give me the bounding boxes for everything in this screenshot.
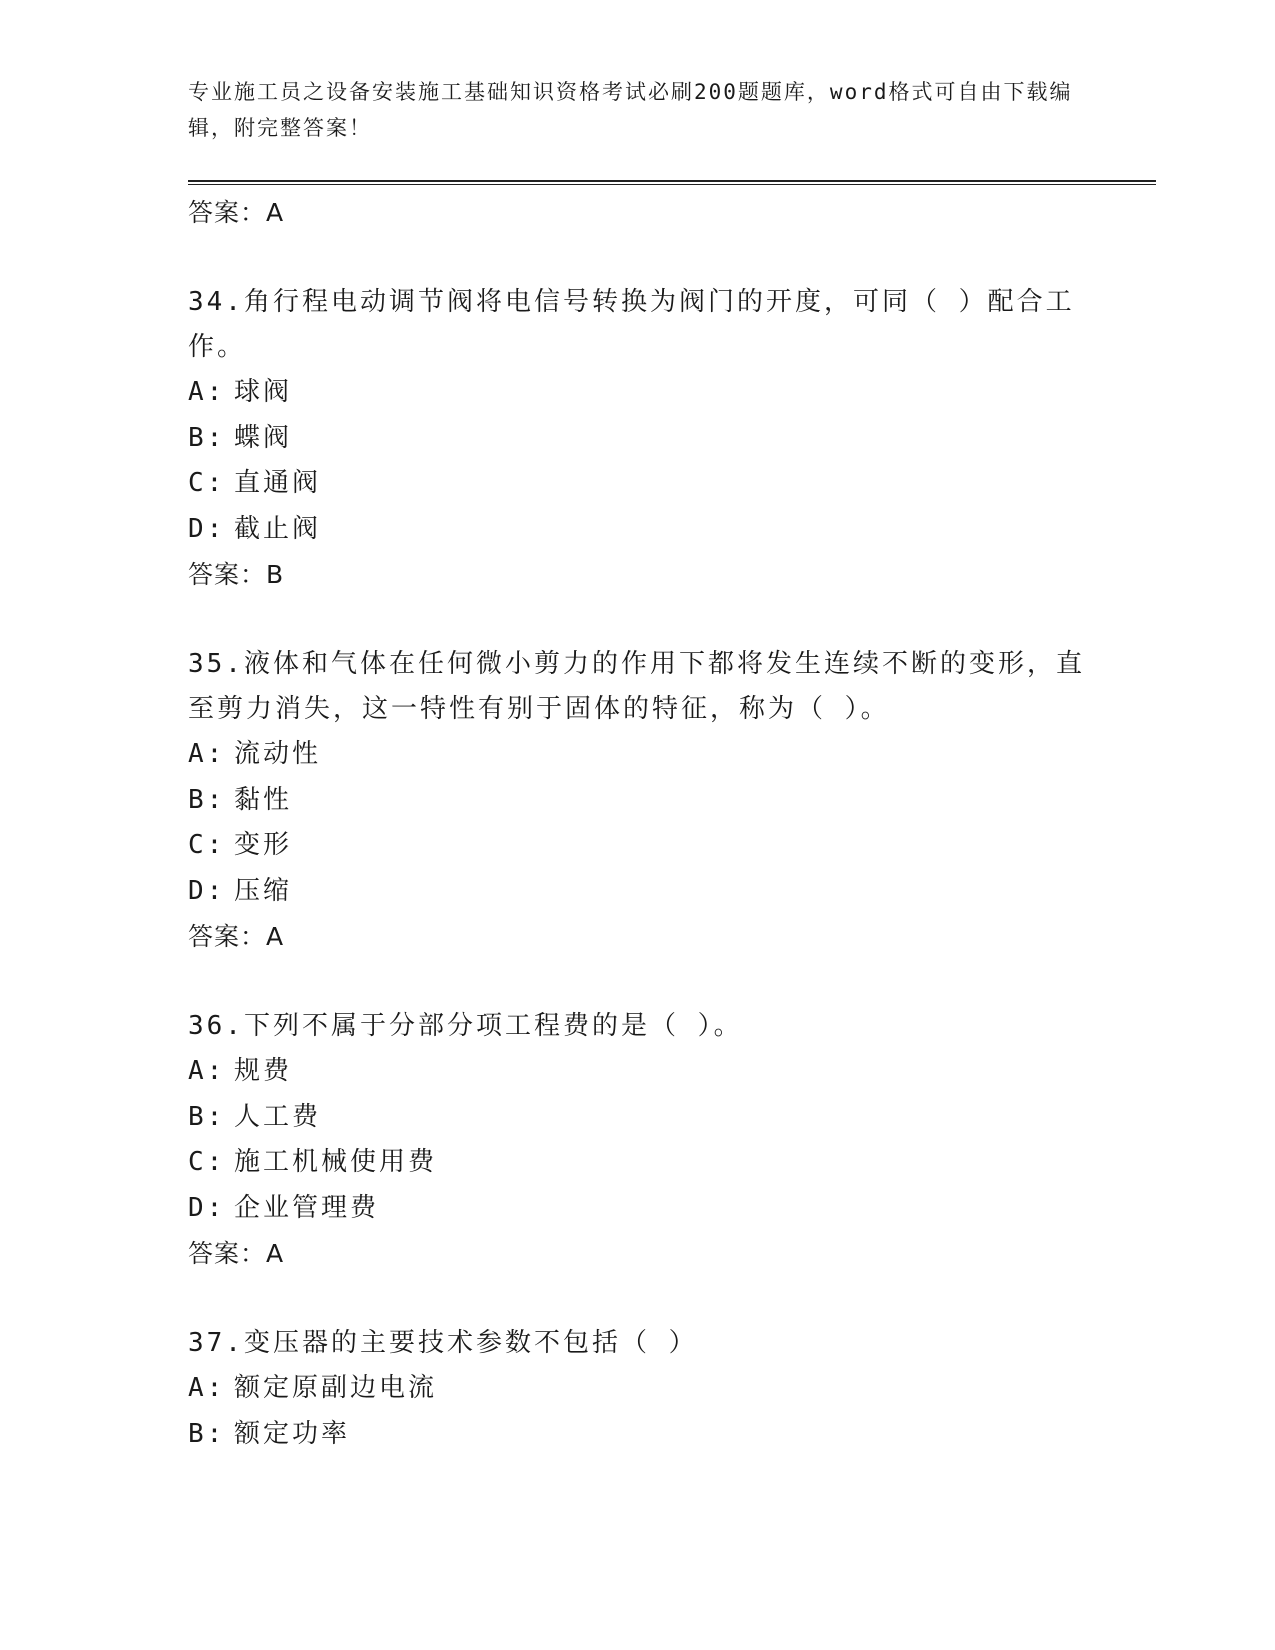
option-text: 直通阀	[234, 468, 322, 498]
question-block	[188, 280, 1088, 598]
question-option	[188, 823, 1088, 869]
option-text: 额定原副边电流	[234, 1373, 438, 1403]
option-text: 规费	[234, 1056, 293, 1086]
option-text: 压缩	[234, 875, 293, 906]
question-option	[188, 1095, 1088, 1141]
option-letter: B:	[188, 784, 226, 815]
question-option	[188, 507, 1088, 553]
option-text: 球阀	[234, 377, 293, 407]
option-text: 变形	[234, 830, 293, 860]
question-option	[188, 1366, 1088, 1412]
question-option	[188, 1140, 1088, 1186]
answer-label: 答案：A	[188, 198, 285, 227]
option-letter: A:	[188, 1056, 226, 1086]
option-text: 蝶阀	[234, 422, 293, 453]
option-letter: B:	[188, 1101, 226, 1132]
answer-label: 答案：A	[188, 1239, 285, 1268]
questions-container	[188, 280, 1088, 1457]
option-text: 额定功率	[234, 1418, 351, 1449]
header-divider	[188, 180, 1156, 185]
question-option	[188, 416, 1088, 462]
question-block	[188, 642, 1088, 960]
option-letter: C:	[188, 468, 226, 498]
question-list	[188, 190, 1088, 1501]
question-stem: 37.变压器的主要技术参数不包括（ ）	[188, 1328, 698, 1358]
question-option	[188, 1412, 1088, 1458]
option-letter: C:	[188, 1147, 226, 1177]
question-option	[188, 461, 1088, 507]
option-letter: A:	[188, 739, 226, 769]
option-text: 黏性	[234, 784, 293, 815]
option-letter: D:	[188, 1192, 226, 1223]
option-letter: D:	[188, 875, 226, 906]
option-letter: D:	[188, 513, 226, 544]
option-text: 施工机械使用费	[234, 1147, 438, 1177]
question-option	[188, 1049, 1088, 1095]
option-text: 企业管理费	[234, 1192, 380, 1223]
question-stem: 35.液体和气体在任何微小剪力的作用下都将发生连续不断的变形，直至剪力消失，这一特性有别于固体的特征，称为（ ）。	[188, 649, 1085, 724]
option-text: 流动性	[234, 739, 322, 769]
question-stem: 34.角行程电动调节阀将电信号转换为阀门的开度，可同（ ）配合工作。	[188, 287, 1075, 362]
option-text: 截止阀	[234, 513, 322, 544]
question-stem: 36.下列不属于分部分项工程费的是（ ）。	[188, 1011, 743, 1041]
question-block	[188, 1004, 1088, 1277]
option-letter: A:	[188, 1373, 226, 1403]
answer-label: 答案：B	[188, 560, 285, 589]
document-header-title: 专业施工员之设备安装施工基础知识资格考试必刷200题题库，word格式可自由下载编辑，附完整答案！	[188, 80, 1073, 140]
option-letter: B:	[188, 1418, 226, 1449]
question-option	[188, 732, 1088, 778]
question-option	[188, 869, 1088, 915]
option-letter: C:	[188, 830, 226, 860]
answer-label: 答案：A	[188, 922, 285, 951]
question-option	[188, 370, 1088, 416]
question-option	[188, 1186, 1088, 1232]
question-option	[188, 778, 1088, 824]
option-letter: A:	[188, 377, 226, 407]
option-letter: B:	[188, 422, 226, 453]
option-text: 人工费	[234, 1101, 322, 1132]
question-block	[188, 1321, 1088, 1457]
